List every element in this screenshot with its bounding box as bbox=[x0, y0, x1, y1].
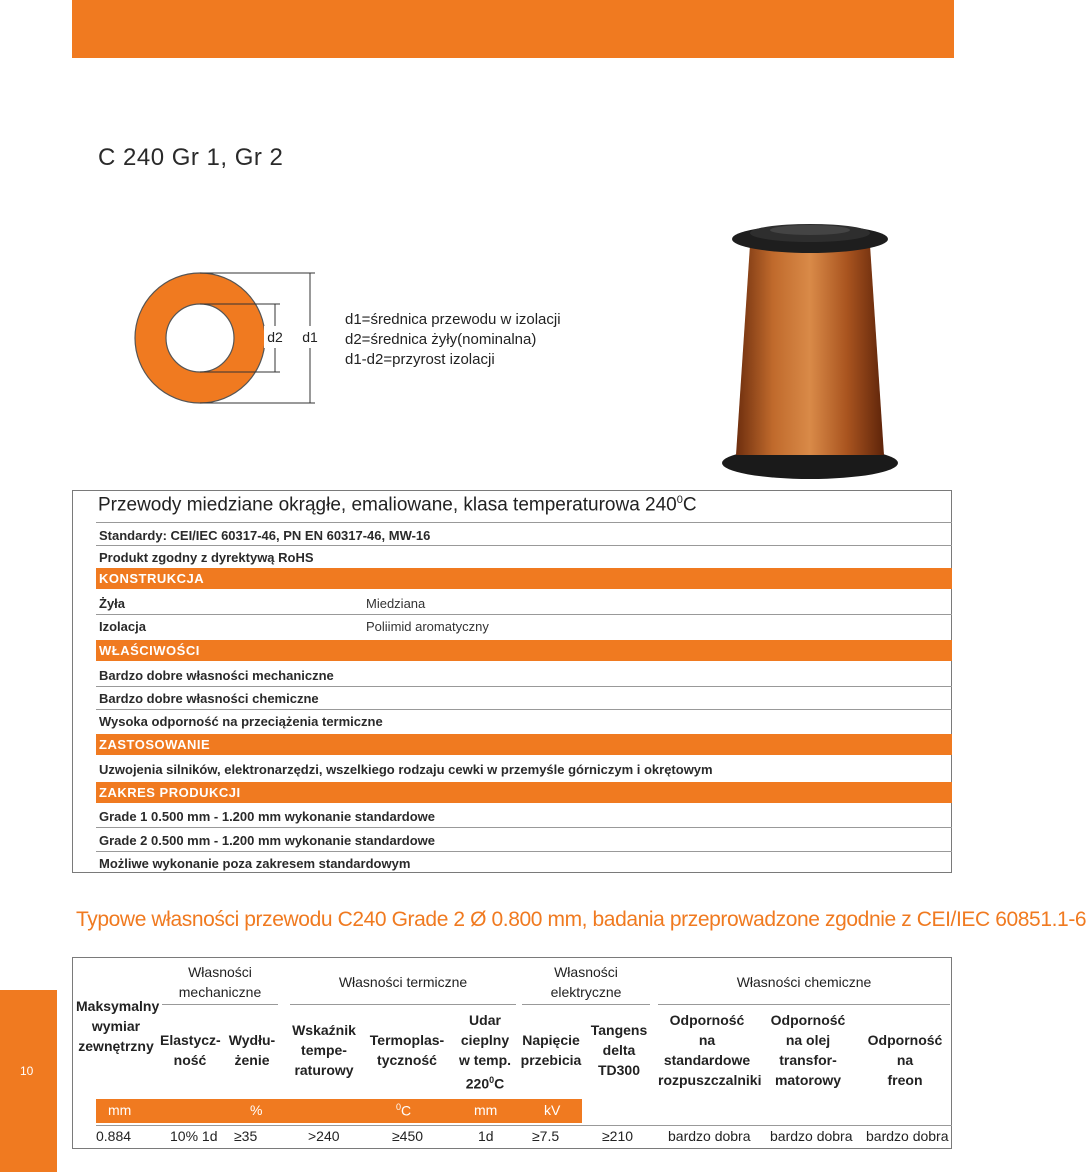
construction-value: Poliimid aromatyczny bbox=[366, 619, 489, 634]
group-header-mechanical: Własności mechaniczne bbox=[178, 964, 262, 1000]
col-header-elongation: Wydłu- żenie bbox=[228, 1032, 276, 1068]
divider bbox=[96, 614, 952, 615]
group-underline bbox=[522, 1004, 650, 1005]
legend-diff: d1-d2=przyrost izolacji bbox=[345, 351, 495, 368]
cross-section-diagram bbox=[130, 268, 330, 408]
col-header-elasticity: Elastycz- ność bbox=[160, 1032, 221, 1068]
legend-d2: d2=średnica żyły(nominalna) bbox=[345, 331, 537, 348]
cell-max-dim: 0.884 bbox=[96, 1128, 132, 1144]
rohs-line: Produkt zgodny z dyrektywą RoHS bbox=[99, 550, 314, 565]
unit-mm: mm bbox=[474, 1102, 498, 1118]
unit-celsius: $^0$C bbox=[396, 1102, 412, 1119]
col-header-heat-shock: Udar cieplny w temp. $220^0C$ bbox=[458, 1012, 512, 1092]
property-item: Bardzo dobre własności mechaniczne bbox=[99, 668, 334, 683]
col-header-breakdown: Napięcie przebicia bbox=[520, 1032, 582, 1068]
group-header-chemical: Własności chemiczne bbox=[736, 974, 872, 990]
divider bbox=[96, 851, 952, 852]
range-item: Grade 2 0.500 mm - 1.200 mm wykonanie standardowe bbox=[99, 833, 435, 848]
label-d2: d2 bbox=[267, 329, 283, 345]
section-band-wlasciwosci: WŁAŚCIWOŚCI bbox=[96, 640, 952, 661]
cell-temp-index: >240 bbox=[308, 1128, 340, 1144]
cell-elongation: ≥35 bbox=[234, 1128, 258, 1144]
group-underline bbox=[162, 1004, 278, 1005]
construction-label: Żyła bbox=[99, 596, 126, 611]
page-number: 10 bbox=[20, 1064, 34, 1078]
property-item: Wysoka odporność na przeciążenia termiczne bbox=[99, 714, 383, 729]
divider bbox=[96, 709, 952, 710]
range-item: Możliwe wykonanie poza zakresem standardowym bbox=[99, 856, 411, 871]
col-header-oil: Odporność na olej transfor- matorowy bbox=[770, 1012, 846, 1088]
page-number-tab bbox=[0, 990, 57, 1172]
group-underline bbox=[658, 1004, 950, 1005]
top-orange-bar bbox=[72, 0, 954, 58]
row-divider bbox=[96, 1125, 952, 1126]
group-header-thermal: Własności termiczne bbox=[338, 974, 468, 990]
cell-elasticity: 10% 1d bbox=[170, 1128, 218, 1144]
col-header-tan-delta: Tangens delta TD300 bbox=[590, 1022, 648, 1078]
cell-thermoplasticity: ≥450 bbox=[392, 1128, 424, 1144]
unit-percent: % bbox=[250, 1102, 263, 1118]
units-band bbox=[96, 1099, 582, 1123]
property-item: Bardzo dobre własności chemiczne bbox=[99, 691, 319, 706]
group-header-electrical: Własności elektryczne bbox=[550, 964, 622, 1000]
col-header-thermoplasticity: Termoplas- tyczność bbox=[369, 1032, 445, 1068]
col-header-solvent: Odporność na standardowe rozpuszczalniki bbox=[658, 1012, 762, 1088]
conductor-core bbox=[166, 304, 234, 372]
divider bbox=[96, 522, 952, 523]
spec-title: Przewody miedziane okrągłe, emaliowane, klasa temperaturowa $240^0C$ bbox=[98, 494, 697, 516]
col-header-temp-index: Wskaźnik tempe- raturowy bbox=[292, 1022, 356, 1078]
cell-solvent: bardzo dobra bbox=[668, 1128, 751, 1144]
construction-label: Izolacja bbox=[99, 619, 146, 634]
cell-breakdown: ≥7.5 bbox=[532, 1128, 560, 1144]
divider bbox=[96, 545, 952, 546]
section-band-konstrukcja: KONSTRUKCJA bbox=[96, 568, 952, 589]
construction-value: Miedziana bbox=[366, 596, 426, 611]
table-caption: Typowe własności przewodu C240 Grade 2 Ø 0.800 mm, badania przeprowadzone zgodnie z CEI/IEC 60851.1-6 bbox=[76, 908, 1086, 931]
cell-freon: bardzo dobra bbox=[866, 1128, 949, 1144]
unit-kv: kV bbox=[544, 1102, 561, 1118]
cell-heat-shock: 1d bbox=[478, 1128, 494, 1144]
label-d1: d1 bbox=[302, 329, 318, 345]
standards-line: Standardy: CEI/IEC 60317-46, PN EN 60317-46, MW-16 bbox=[99, 528, 431, 543]
legend-d1: d1=średnica przewodu w izolacji bbox=[345, 311, 561, 328]
application-line: Uzwojenia silników, elektronarzędzi, wszelkiego rodzaju cewki w przemyśle górniczym i okrętowym bbox=[99, 762, 713, 777]
divider bbox=[96, 827, 952, 828]
copper-spool-image bbox=[700, 205, 920, 485]
divider bbox=[96, 686, 952, 687]
page-title: C 240 Gr 1, Gr 2 bbox=[98, 144, 284, 171]
col-header-freon: Odporność na freon bbox=[867, 1032, 943, 1088]
section-band-zastosowanie: ZASTOSOWANIE bbox=[96, 734, 952, 755]
col-header-max-dim: Maksymalny wymiar zewnętrzny bbox=[76, 998, 160, 1054]
section-band-zakres: ZAKRES PRODUKCJI bbox=[96, 782, 952, 803]
range-item: Grade 1 0.500 mm - 1.200 mm wykonanie standardowe bbox=[99, 809, 435, 824]
group-underline bbox=[290, 1004, 516, 1005]
cell-tan-delta: ≥210 bbox=[602, 1128, 634, 1144]
diagram-legend bbox=[345, 310, 561, 370]
cell-oil: bardzo dobra bbox=[770, 1128, 853, 1144]
unit-mm: mm bbox=[108, 1102, 132, 1118]
